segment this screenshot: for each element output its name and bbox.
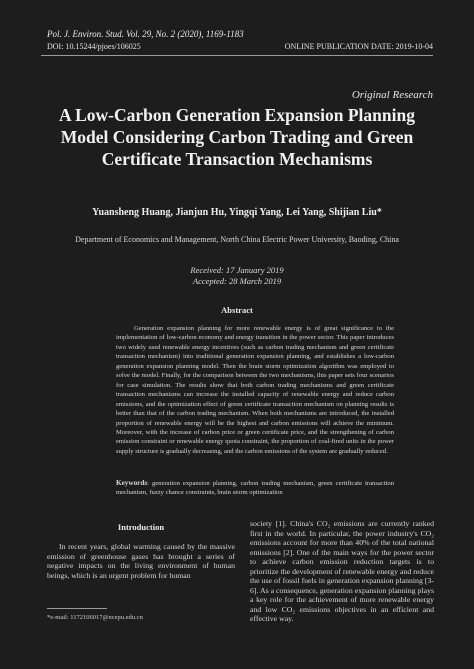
header-divider — [41, 55, 433, 56]
title-line: Certificate Transaction Mechanisms — [101, 149, 373, 169]
abstract-heading: Abstract — [221, 305, 253, 315]
title-line: A Low-Carbon Generation Expansion Planning — [59, 105, 415, 125]
submission-dates — [40, 265, 434, 287]
accepted-date: Accepted: 28 March 2019 — [192, 276, 282, 286]
intro-right-column: society [1]. China's CO₂ emissions are currently ranked first in the world. In particular, the power industry's CO₂ emissions account for more than 40% of the total national emissions [2]. One of the main ways for the power sector to achieve carbon emission reduction targets is to prioritize the development of renewable energy and reduce the use of fossil fuels in generation expansion planning [3-6]. As a consequence, generation expansion planning plays a key role for the achievement of more renewable energy and low CO₂ emissions objectives in an efficient and effective way. — [250, 519, 434, 623]
keywords-label: Keywords — [116, 479, 148, 487]
journal-citation: Pol. J. Environ. Stud. Vol. 29, No. 2 (2020), 1169-1183 — [47, 29, 244, 39]
title-line: Model Considering Carbon Trading and Green — [60, 127, 414, 147]
abstract-body — [116, 324, 394, 456]
keywords-block — [116, 479, 394, 498]
affiliation: Department of Economics and Management, North China Electric Power University, Baoding, China — [75, 235, 399, 244]
abstract-paragraph: Generation expansion planning for more renewable energy is of great significance to the implementation of low-carbon economy and energy transition in the power sector. This paper introduces two widely used renewable energy incentives (such as carbon trading mechanism and green certificate transaction mechanism) into traditional generation expansion planning, and establishes a low-carbon generation expansion planning model. Then the brain storm optimization algorithm was employed to solve the model. Finally, for the comparison between the two mechanisms, this paper sets four scenarios for case simulation. The results show that both carbon trading mechanisms and green certificate transaction mechanisms can increase the installed capacity of renewable energy and reduce carbon emissions, and the optimization effect of green certificate transaction mechanism on planning results is better than that of the carbon trading mechanism. When both mechanisms are introduced, the installed proportion of renewable energy will be the highest and carbon emissions will achieve the minimum. Moreover, with the increase of carbon price or green certificate price, and the strengthening of carbon emission constraint or renewable energy quota constraint, the proportion of coal-fired units in the power supply structure is gradually decreasing, and the carbon emissions of the system are gradually reduced. — [116, 325, 394, 455]
intro-paragraph: In recent years, global warming caused by the massive emission of greenhouse gases has brought a series of negative impacts on the living environment of human beings, which is an urgent problem for human — [47, 542, 235, 580]
footnote-divider — [47, 608, 107, 609]
intro-left-column — [47, 542, 235, 580]
author-list: Yuansheng Huang, Jianjun Hu, Yingqi Yang, Lei Yang, Shijian Liu* — [92, 207, 382, 218]
received-date: Received: 17 January 2019 — [190, 265, 284, 275]
paper-title — [40, 104, 434, 170]
doi-line: DOI: 10.15244/pjoes/106025 — [47, 42, 141, 51]
introduction-heading: Introduction — [117, 522, 165, 532]
article-type: Original Research — [351, 89, 433, 101]
corresponding-email: *e-mail: 1172106017@ncepu.edu.cn — [47, 614, 143, 621]
publication-date: ONLINE PUBLICATION DATE: 2019-10-04 — [284, 42, 433, 51]
keywords-text: : generation expansion planning, carbon trading mechanism, green certificate transaction mechanism, fuzzy chance constraints, brain storm optimization — [116, 480, 394, 497]
